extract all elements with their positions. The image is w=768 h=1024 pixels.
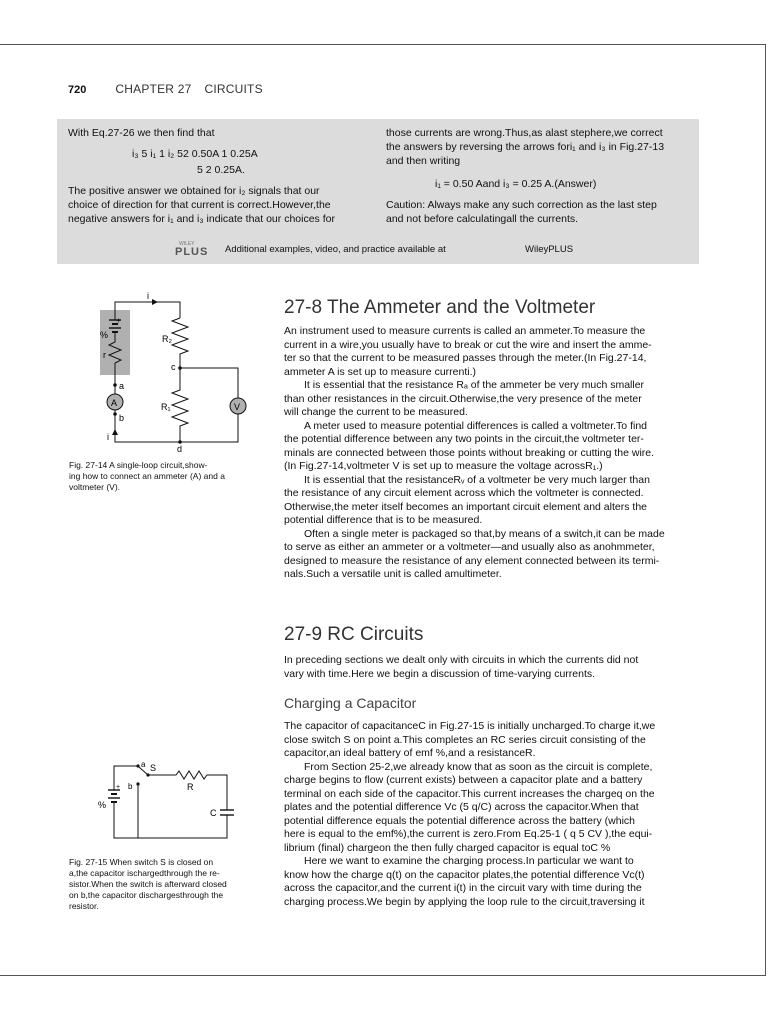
resistor-r2 [172, 318, 238, 398]
caption-line: a,the capacitor ischargedthrough the re- [69, 868, 220, 878]
caption-line: resistor. [69, 901, 99, 911]
label-plus: + [116, 784, 121, 791]
label-b: b [119, 413, 125, 423]
current-arrow-bottom [112, 429, 118, 435]
body-line: to serve as either an ammeter or a voltmeter—and usually also as anohmmeter, [284, 541, 655, 553]
caption-line: voltmeter (V). [69, 482, 121, 492]
subsection-heading: Charging a Capacitor [284, 695, 417, 711]
label-r: R [187, 782, 194, 792]
body-line: will change the current to be measured. [284, 406, 468, 418]
body-line: (In Fig.27-14,voltmeter V is set up to measure the voltage acrossR₁.) [284, 460, 603, 472]
figure-27-14-circuit [90, 290, 260, 460]
label-r1: R₁ [161, 402, 171, 412]
section-heading-27-9: 27-9 RC Circuits [284, 624, 424, 645]
body-line: designed to measure the resistance of any element connected between its termi- [284, 554, 660, 567]
label-r2: R₂ [162, 334, 172, 344]
label-ammeter: A [111, 398, 118, 408]
label-plus: + [116, 316, 121, 325]
body-line: From Section 25-2,we already know that as soon as the circuit is complete, [304, 760, 653, 773]
body-line: current in a wire,you usually have to break or cut the wire and insert the amme- [284, 338, 652, 351]
label-b: b [128, 782, 133, 791]
label-a: a [141, 760, 146, 769]
label-s: S [150, 763, 157, 773]
body-line: across the capacitor,and the current i(t) in the circuit vary with time during the [284, 882, 642, 894]
box-footer-text: Additional examples, video, and practice available at [225, 244, 446, 255]
body-line: terminal on each side of the capacitor.This current increases the chargeq on the [284, 787, 655, 800]
label-c: C [210, 808, 217, 818]
caption-line: sistor.When the switch is afterward closed [69, 879, 227, 889]
box-right-line-1: those currents are wrong.Thus,as alast stephere,we correct [386, 127, 663, 139]
body-line: charge begins to flow (current exists) between a capacitor plate and a battery [284, 774, 643, 786]
wileyplus-logo [175, 241, 215, 261]
box-right-line-5: Caution: Always make any such correction as the last step [386, 199, 657, 211]
label-i-bottom: i [107, 432, 109, 442]
body-line: Often a single meter is packaged so that,by means of a switch,it can be made [304, 527, 665, 540]
box-right-line-2: the answers by reversing the arrows fori₁ and i₃ in Fig.27-13 [386, 141, 665, 153]
body-line: charging process.We begin by applying the loop rule to the circuit,traversing it [284, 895, 645, 908]
running-header [68, 82, 263, 96]
body-line: than other resistances in the circuit.Otherwise,the very presence of the meter [284, 392, 642, 405]
box-left-line-6: negative answers for i₁ and i₃ indicate that our choices for [68, 213, 335, 225]
box-right-line-3: and then writing [386, 155, 461, 167]
label-i-top: i [147, 291, 149, 301]
body-line: The capacitor of capacitanceC in Fig.27-15 is initially uncharged.To charge it,we [284, 720, 656, 732]
body-line: capacitor,an ideal battery of emf %,and a resistanceR. [284, 747, 536, 759]
caption-line: on b,the capacitor dischargesthrough the [69, 890, 224, 900]
wileyplus-link[interactable]: WileyPLUS [525, 244, 574, 255]
box-right-line-6: and not before calculatingall the currents. [386, 213, 579, 225]
sample-problem-box [57, 119, 699, 264]
body-line: potential difference equals the potential difference across the battery (which [284, 814, 635, 827]
figure-27-15-caption [69, 857, 227, 912]
charging-capacitor-body [284, 720, 704, 909]
caption-line: Fig. 27-14 A single-loop circuit,show- [69, 460, 208, 470]
figure-27-14-caption [69, 460, 225, 493]
label-voltmeter: V [234, 402, 241, 412]
section-heading-27-8: 27-8 The Ammeter and the Voltmeter [284, 297, 596, 318]
body-line: It is essential that the resistance Rₐ of the ammeter be very much smaller [304, 379, 645, 391]
label-r: r [103, 350, 106, 360]
body-line: An instrument used to measure currents is called an ammeter.To measure the [284, 325, 646, 337]
box-answer-line: i₁ = 0.50 Aand i₃ = 0.25 A.(Answer) [435, 178, 597, 190]
body-line: know how the charge q(t) on the capacitor plates,the potential difference Vᴄ(t) [284, 868, 645, 881]
label-emf: % [100, 330, 109, 340]
section-27-8-body [284, 325, 704, 582]
logo-wiley-text: WILEY [179, 241, 195, 247]
box-equation-2: 5 2 0.25A. [197, 164, 245, 176]
body-line: close switch S on point a.This completes an RC series circuit consisting of the [284, 733, 646, 746]
body-line: ter so that the current to be measured passes through the meter.(In Fig.27-14, [284, 352, 647, 364]
chapter-label: CHAPTER 27 [115, 82, 192, 96]
body-line: here is equal to the emf%),the current is zero.From Eq.25-1 ( q 5 CV ),the equi- [284, 828, 653, 840]
chapter-title: CIRCUITS [204, 82, 263, 96]
page-number: 720 [68, 84, 87, 96]
body-line: potential difference that is to be measured. [284, 514, 483, 526]
body-line: the resistance of any circuit element across which the voltmeter is connected. [284, 487, 644, 499]
body-line: ammeter A is set up to measure currenti.) [284, 365, 476, 378]
box-left-line-4: The positive answer we obtained for i₂ signals that our [68, 185, 320, 197]
body-line: librium (final) chargeon the then fully charged capacitor is equal toC % [284, 841, 611, 854]
label-c: c [171, 362, 176, 372]
body-line: minals are connected between those points without breaking or cutting the wire. [284, 446, 655, 459]
body-line: Otherwise,the meter itself becomes an important circuit element and alters the [284, 500, 647, 513]
body-line: the potential difference between any two points in the circuit,the voltmeter ter- [284, 433, 644, 445]
body-line: Here we want to examine the charging process.In particular we want to [304, 855, 634, 867]
body-line: A meter used to measure potential differences is called a voltmeter.To find [304, 419, 647, 432]
box-left-line-1: With Eq.27-26 we then find that [68, 127, 215, 139]
caption-line: ing how to connect an ammeter (A) and a [69, 471, 225, 481]
figure-27-15-circuit [90, 758, 250, 853]
body-line: vary with time.Here we begin a discussion of time-varying currents. [284, 667, 596, 680]
body-line: In preceding sections we dealt only with circuits in which the currents did not [284, 654, 639, 666]
logo-plus-text: PLUS [175, 246, 209, 258]
box-left-line-5: choice of direction for that current is correct.However,the [68, 199, 331, 211]
caption-line: Fig. 27-15 When switch S is closed on [69, 857, 214, 867]
body-line: nals.Such a versatile unit is called amultimeter. [284, 568, 502, 580]
body-line: plates and the potential difference Vᴄ (5 q/C) across the capacitor.When that [284, 801, 639, 813]
label-a: a [119, 381, 125, 391]
section-27-9-body [284, 654, 704, 681]
body-line: It is essential that the resistanceRᵥ of a voltmeter be very much larger than [304, 473, 650, 486]
label-d: d [177, 444, 183, 454]
label-emf: % [98, 800, 107, 810]
current-arrow-top [152, 299, 158, 305]
box-equation-1: i₃ 5 i₁ 1 i₂ 52 0.50A 1 0.25A [132, 148, 258, 160]
resistor-r1 [172, 368, 188, 442]
